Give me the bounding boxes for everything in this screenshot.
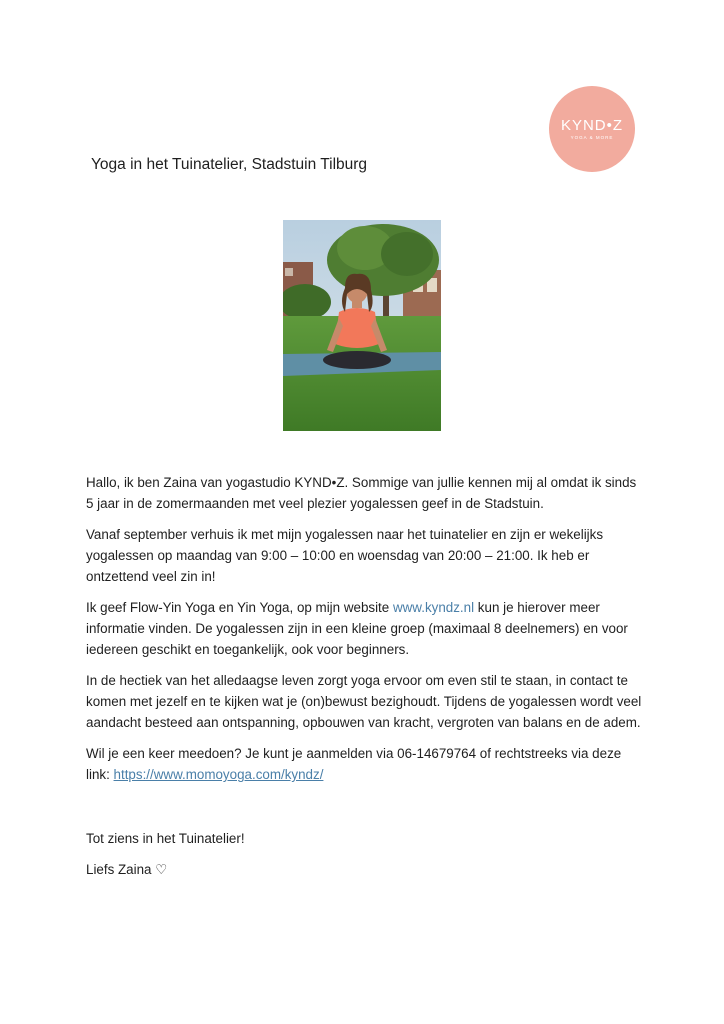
paragraph-benefits: In de hectiek van het alledaagse leven zorgt yoga ervoor om even stil te staan, in contact te komen met jezelf en te kijken wat je (on)bewust bezighoudt. Tijdens de yogalessen wordt veel aandacht besteed aan ontspanning, opbouwen van kracht, vergroten van balans en de adem.	[86, 673, 642, 730]
yoga-woman-photo	[283, 220, 441, 431]
logo-tagline: YOGA & MORE	[570, 134, 614, 140]
page-title: Yoga in het Tuinatelier, Stadstuin Tilburg	[91, 156, 368, 173]
kyndz-logo	[549, 86, 635, 172]
momoyoga-link[interactable]: https://www.momoyoga.com/kyndz/	[113, 767, 324, 782]
logo-name: KYND•Z	[560, 116, 624, 134]
paragraph-signup	[86, 743, 646, 785]
paragraph-intro: Hallo, ik ben Zaina van yogastudio KYND•Z. Sommige van jullie kennen mij al omdat ik sinds 5 jaar in de zomermaanden met veel plezier yogalessen geef in de Stadstuin.	[86, 475, 637, 511]
paragraph-styles-text-end: kun je hierover meer informatie vinden. De yogalessen zijn in een kleine groep (maximaal 8 deelnemers) en voor iedereen geschikt en toegankelijk, ook voor beginners.	[86, 600, 628, 657]
letter-body	[86, 472, 646, 890]
paragraph-styles	[86, 597, 646, 660]
paragraph-signup-text: Wil je een keer meedoen? Je kunt je aanmelden via 06-14679764 of rechtstreeks via deze link:	[86, 746, 622, 782]
closing-line: Tot ziens in het Tuinatelier!	[86, 831, 245, 846]
spacer	[86, 795, 646, 828]
paragraph-styles-text: Ik geef Flow-Yin Yoga en Yin Yoga, op mijn website	[86, 600, 393, 615]
signature: Liefs Zaina ♡	[86, 862, 168, 877]
website-link[interactable]: www.kyndz.nl	[392, 600, 475, 615]
paragraph-schedule: Vanaf september verhuis ik met mijn yogalessen naar het tuinatelier en zijn er wekelijks yogalessen op maandag van 9:00 – 10:00 en woensdag van 20:00 – 21:00. Ik heb er ontzettend veel zin in!	[86, 527, 604, 584]
